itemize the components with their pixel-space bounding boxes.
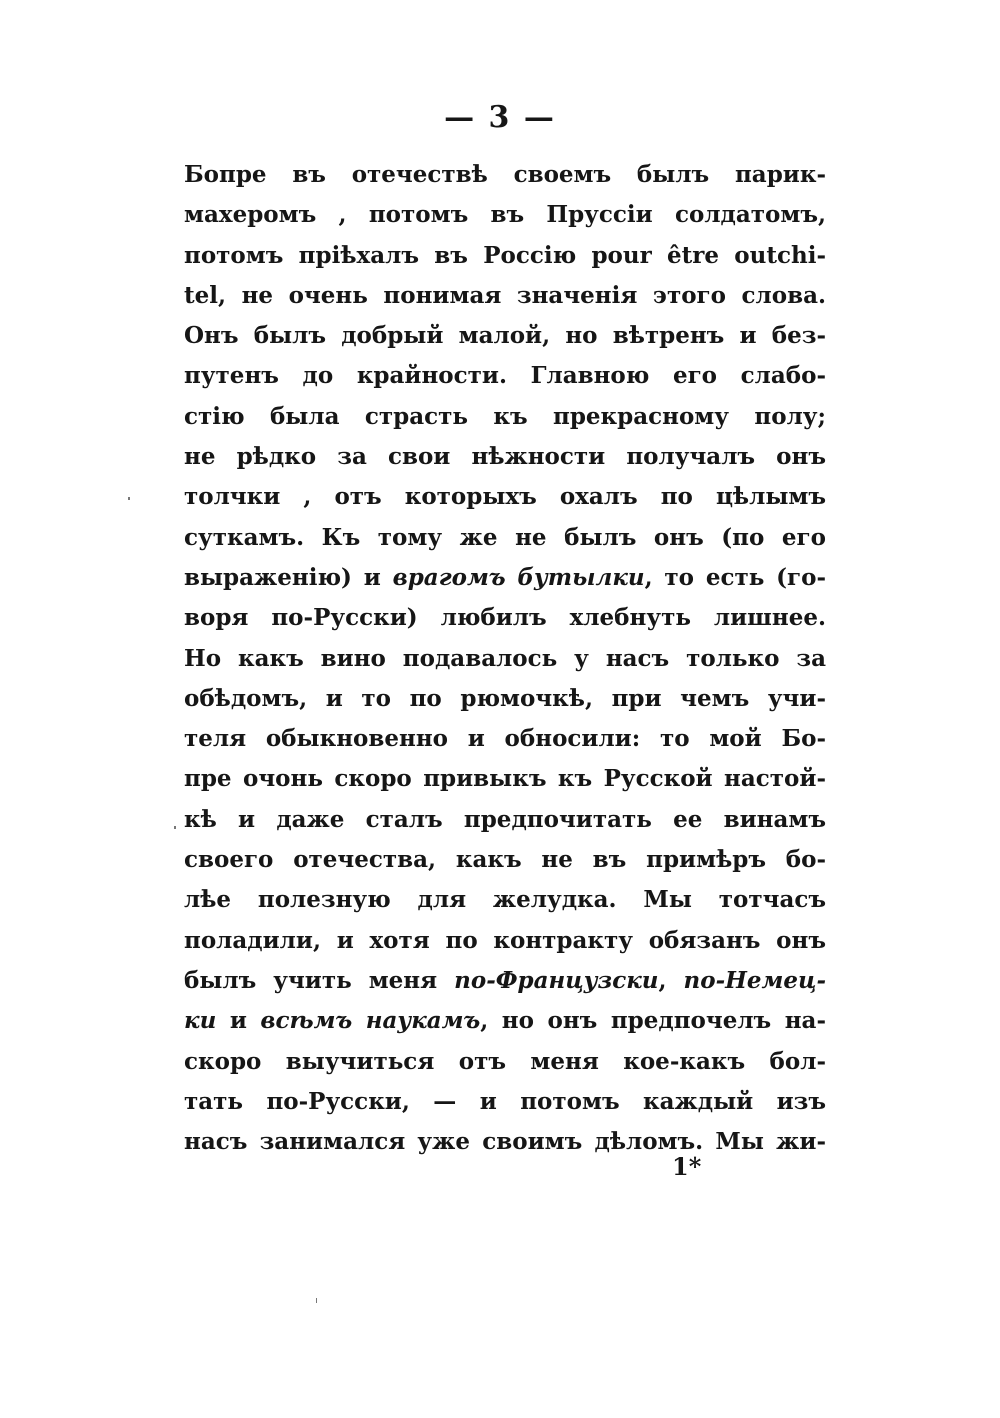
- text-line: потомъ пріѣхалъ въ Россію pour être outchi-: [184, 241, 826, 269]
- text-line: кѣ и даже сталъ предпочитать ее винамъ: [184, 805, 826, 833]
- italic-phrase: всѣмъ наукамъ: [260, 1007, 481, 1035]
- italic-phrase: ки: [184, 1007, 217, 1035]
- italic-phrase: по-Немец-: [683, 966, 827, 994]
- italic-phrase: врагомъ бутылки: [392, 563, 645, 591]
- text-line: суткамъ. Къ тому же не былъ онъ (по его: [184, 523, 826, 551]
- text-line: tel, не очень понимая значенія этого слова.: [184, 281, 826, 309]
- text-line: толчки , отъ которыхъ охалъ по цѣлымъ: [184, 483, 826, 511]
- text-line: стію была страсть къ прекрасному полу;: [184, 402, 826, 430]
- body-text: [184, 155, 826, 1162]
- text-line: поладили, и хотя по контракту обязанъ онъ: [184, 926, 826, 954]
- page-number: — 3 —: [444, 100, 556, 135]
- text-line: ки и всѣмъ наукамъ, но онъ предпочелъ на-: [184, 1007, 827, 1035]
- paper-speck: [316, 1298, 317, 1303]
- paper-speck: [174, 826, 176, 829]
- text-line: не рѣдко за свои нѣжности получалъ онъ: [184, 443, 826, 471]
- text-line: былъ учить меня по-Французски, по-Немец-: [184, 966, 827, 994]
- printer-signature-mark: 1*: [672, 1152, 702, 1181]
- text-line: путенъ до крайности. Главною его слабо-: [184, 362, 826, 390]
- text-line: обѣдомъ, и то по рюмочкѣ, при чемъ учи-: [184, 684, 826, 712]
- text-line: скоро выучиться отъ меня кое-какъ бол-: [184, 1047, 826, 1075]
- text-line: Но какъ вино подавалось у насъ только за: [184, 644, 826, 672]
- text-line: Онъ былъ добрый малой, но вѣтренъ и без-: [184, 322, 826, 350]
- italic-phrase: по-Французски: [454, 966, 659, 994]
- text-line: воря по-Русски) любилъ хлебнуть лишнее.: [184, 604, 826, 632]
- text-line: махеромъ , потомъ въ Пруссіи солдатомъ,: [184, 201, 826, 229]
- text-line: насъ занимался уже своимъ дѣломъ. Мы жи-: [184, 1128, 826, 1156]
- text-line: пре очонь скоро привыкъ къ Русской настой-: [184, 765, 826, 793]
- text-line: теля обыкновенно и обносили: то мой Бо-: [184, 725, 826, 753]
- text-line: Бопре въ отечествѣ своемъ былъ парик-: [184, 161, 826, 188]
- text-line: лѣе полезную для желудка. Мы тотчасъ: [184, 886, 826, 914]
- text-line: своего отечества, какъ не въ примѣръ бо-: [184, 846, 826, 874]
- paper-speck: [128, 497, 130, 500]
- text-line: тать по-Русски, — и потомъ каждый изъ: [184, 1087, 826, 1115]
- text-line: выраженію) и врагомъ бутылки, то есть (го-: [184, 563, 827, 591]
